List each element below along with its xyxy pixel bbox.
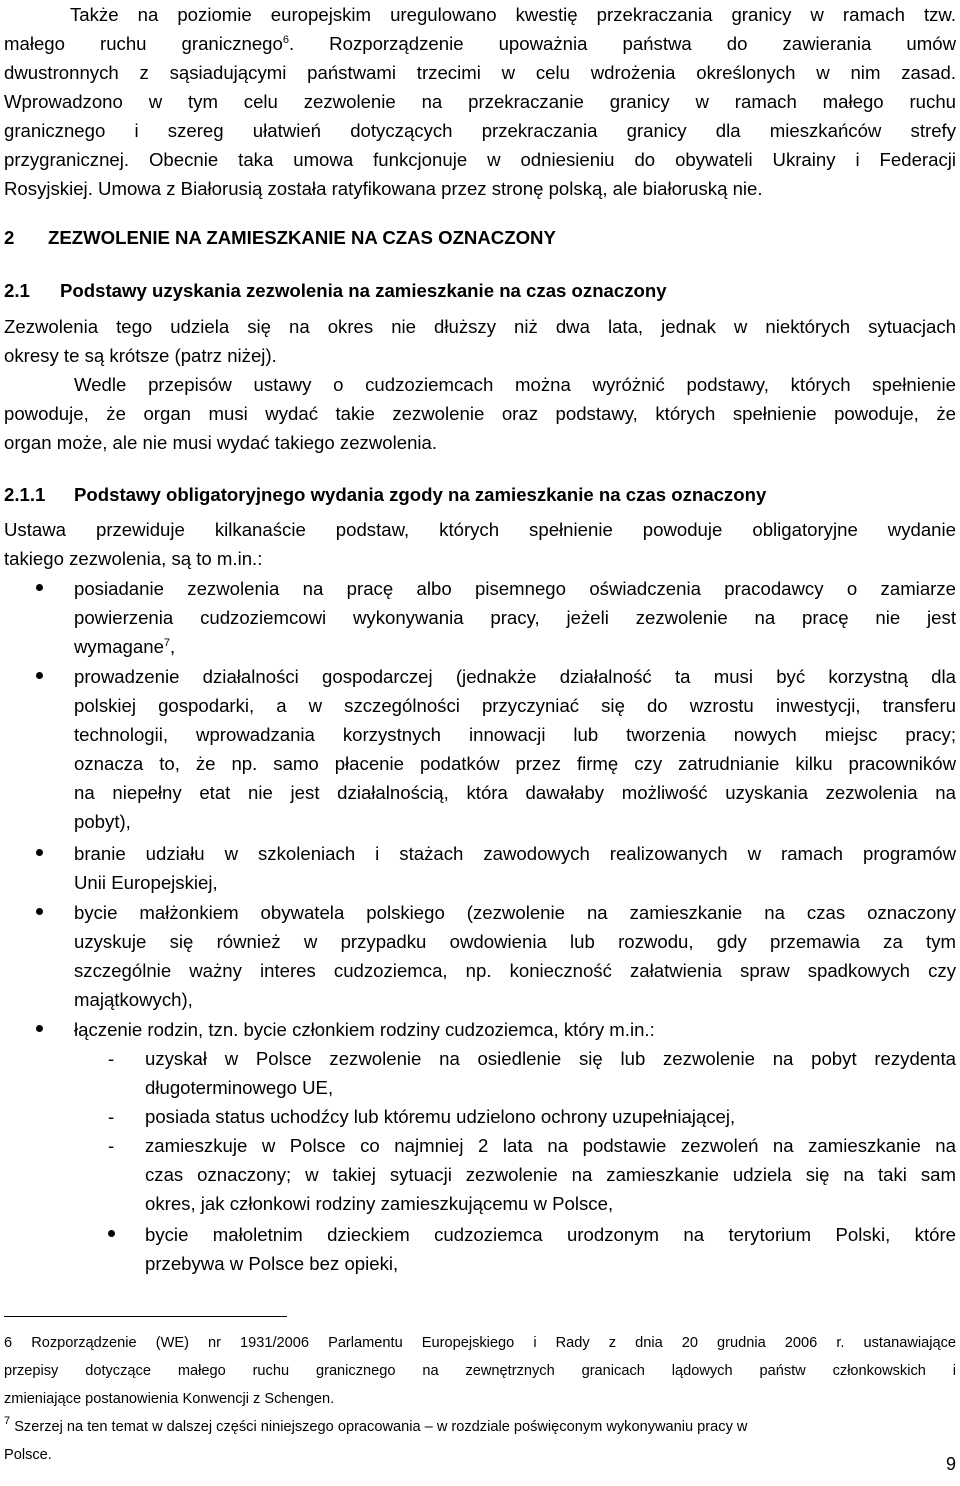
text-fragment: , [170,636,176,657]
text-fragment: małego ruchu granicznego [4,33,283,54]
sub-list-item [145,1102,956,1131]
text-line: polskiej gospodarki, a w szczególności przyczyniać się do wzrostu inwestycji, transferu [74,695,956,716]
paragraph-obligatory [4,515,956,573]
section-heading-2 [4,223,556,252]
sub-list-item [145,1044,956,1102]
footnote-separator [4,1316,287,1317]
text-line: Polsce. [4,1447,52,1463]
text-line: powoduje, że organ musi wydać takie zezwolenie oraz podstawy, których spełnienie powoduje, że [4,403,956,424]
bullet-marker [36,584,43,591]
bullet-marker [36,1025,43,1032]
text-line: dwustronnych z sąsiadującymi państwami trzecimi w celu wdrożenia określonych w nim zasad. [4,62,956,83]
footnote-ref-6: 6 [282,34,289,46]
list-item [74,662,956,836]
text-line: przebywa w Polsce bez opieki, [145,1253,399,1274]
text-fragment: . Rozporządzenie upoważnia państwa do zawierania umów [288,33,956,54]
text-line [74,632,956,661]
sub-list-item [145,1131,956,1218]
heading-number: 2.1 [4,280,30,301]
text-line: Wprowadzono w tym celu zezwolenie na przekraczanie granicy w ramach małego ruchu [4,91,956,112]
text-line: okres, jak członkowi rodziny zamieszkującemu w Polsce, [145,1193,614,1214]
heading-title: ZEZWOLENIE NA ZAMIESZKANIE NA CZAS OZNACZONY [48,227,556,248]
text-line: organ może, ale nie musi wydać takiego zezwolenia. [4,432,438,453]
text-line: bycie małżonkiem obywatela polskiego (zezwolenie na zamieszkanie na czas oznaczony [74,902,956,923]
dash-marker: - [108,1135,115,1156]
footnote-6 [4,1329,956,1413]
text-fragment: Szerzej na ten temat w dalszej części niniejszego opracowania – w rozdziale poświęconym wykonywaniu pracy w [14,1419,748,1435]
bullet-marker [36,908,43,915]
text-line: prowadzenie działalności gospodarczej (jednakże działalność ta musi być korzystną dla [74,666,956,687]
text-line: granicznego i szereg ułatwień dotyczących przekraczania granicy dla mieszkańców strefy [4,120,956,141]
section-heading-2-1 [4,276,667,305]
list-item [74,839,956,897]
bullet-marker [36,849,43,856]
text-line: uzyskuje się również w przypadku owdowienia lub rozwodu, gdy przemawia za tym [74,931,956,952]
text-line: Unii Europejskiej, [74,872,218,893]
text-line: szczególnie ważny interes cudzoziemca, np. konieczność załatwienia spraw spadkowych czy [74,960,956,981]
text-line: zamieszkuje w Polsce co najmniej 2 lata na podstawie zezwoleń na zamieszkanie na [145,1135,956,1156]
bullet-marker [36,672,43,679]
footnote-ref-7: 7 [163,637,171,649]
text-line: Zezwolenia tego udziela się na okres nie dłuższy niż dwa lata, jednak w niektórych sytuacjach [4,316,956,337]
text-line: Ustawa przewiduje kilkanaście podstaw, których spełnienie powoduje obligatoryjne wydanie [4,519,956,540]
heading-number: 2 [4,227,15,248]
text-line: powierzenia cudzoziemcowi wykonywania pracy, jeżeli zezwolenie na pracę nie jest [74,607,956,628]
list-item [74,1015,956,1044]
paragraph-validity [4,312,956,370]
footnote-number: 6 [4,1335,13,1351]
list-item [74,574,956,661]
heading-title: Podstawy uzyskania zezwolenia na zamieszkanie na czas oznaczony [60,280,667,301]
text-line: przygranicznej. Obecnie taka umowa funkcjonuje w odniesieniu do obywateli Ukrainy i Federacji [4,149,956,170]
text-line: oznacza to, że np. samo płacenie podatków przez firmę czy zatrudnianie kilku pracowników [74,753,956,774]
text-fragment: Rozporządzenie (WE) nr 1931/2006 Parlamentu Europejskiego i Rady z dnia 20 grudnia 2006 r. ustanawiające [31,1335,956,1351]
text-line: Wedle przepisów ustawy o cudzoziemcach można wyróżnić podstawy, których spełnienie [74,374,956,395]
text-line: majątkowych), [74,989,193,1010]
page-number: 9 [945,1454,956,1474]
text-line: Także na poziomie europejskim uregulowano kwestię przekraczania granicy w ramach tzw. [70,4,956,25]
text-line: technologii, wprowadzania korzystnych innowacji lub tworzenia nowych miejsc pracy; [74,724,956,745]
text-line: przepisy dotyczące małego ruchu granicznego na zewnętrznych granicach lądowych państw członkowskich i [4,1363,956,1379]
text-line: branie udziału w szkoleniach i stażach zawodowych realizowanych w ramach programów [74,843,956,864]
list-item [74,898,956,1014]
heading-title: Podstawy obligatoryjnego wydania zgody na zamieszkanie na czas oznaczony [74,484,767,505]
text-fragment: wymagane [74,636,164,657]
text-line: pobyt), [74,811,131,832]
list-item [145,1220,956,1278]
footnote-number: 7 [4,1415,11,1427]
text-line: posiada status uchodźcy lub któremu udzielono ochrony uzupełniającej, [145,1106,736,1127]
text-line: na niepełny etat nie jest działalnością, która dawałaby możliwość uzyskania zezwolenia na [74,782,956,803]
text-line: Rosyjskiej. Umowa z Białorusią została ratyfikowana przez stronę polską, ale białoruską nie. [4,178,763,199]
text-line: okresy te są krótsze (patrz niżej). [4,345,277,366]
text-line: długoterminowego UE, [145,1077,334,1098]
section-heading-2-1-1 [4,480,766,509]
dash-marker: - [108,1048,115,1069]
text-line [4,29,956,58]
text-line [4,1329,956,1357]
paragraph-grounds-first [74,370,956,399]
bullet-marker [108,1230,115,1237]
text-line: takiego zezwolenia, są to m.in.: [4,548,263,569]
heading-number: 2.1.1 [4,484,46,505]
text-line: czas oznaczony; w takiej sytuacji zezwolenie na zamieszkanie udziela się na taki sam [145,1164,956,1185]
text-line [4,1413,956,1441]
text-line: zmieniające postanowienia Konwencji z Schengen. [4,1391,335,1407]
text-line: uzyskał w Polsce zezwolenie na osiedlenie się lub zezwolenie na pobyt rezydenta [145,1048,956,1069]
paragraph-grounds [4,399,956,457]
text-line: łączenie rodzin, tzn. bycie członkiem rodziny cudzoziemca, który m.in.: [74,1019,655,1040]
paragraph-border-traffic-cont [4,29,956,203]
footnote-7 [4,1413,956,1469]
text-line: posiadanie zezwolenia na pracę albo pisemnego oświadczenia pracodawcy o zamiarze [74,578,956,599]
paragraph-border-traffic [70,0,956,29]
text-line: bycie małoletnim dzieckiem cudzoziemca urodzonym na terytorium Polski, które [145,1224,956,1245]
dash-marker: - [108,1106,115,1127]
